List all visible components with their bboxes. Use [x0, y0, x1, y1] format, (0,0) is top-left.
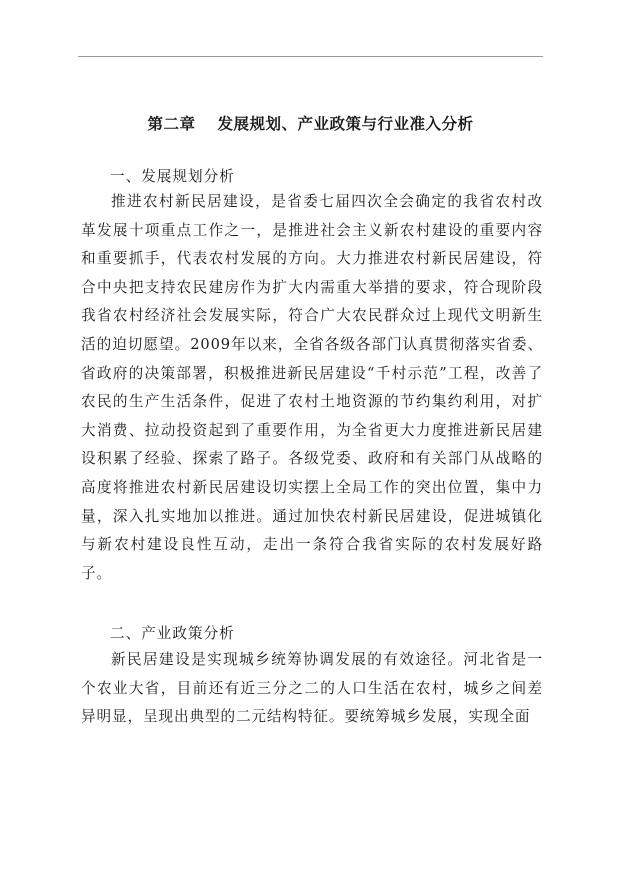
- section-heading-development-plan: 一、发展规划分析: [110, 168, 235, 185]
- paragraph: 推进农村新民居建设，是省委七届四次全会确定的我省农村改革发展十项重点工作之一，是推进社会主义新农村建设的重要内容和重要抓手，代表农村发展的方向。大力推进农村新民居建设，符合中央把支持农民建房作为扩大内需重大举措的要求，符合现阶段我省农村经济社会发展实际，符合广大农民群众过上现代文明新生活的迫切愿望。2009年以来，全省各级各部门认真贯彻落实省委、省政府的决策部署，积极推进新民居建设“千村示范”工程，改善了农民的生产生活条件，促进了农村土地资源的节约集约利用，对扩大消费、拉动投资起到了重要作用，为全省更大力度推进新民居建设积累了经验、探索了路子。各级党委、政府和有关部门从战略的高度将推进农村新民居建设切实摆上全局工作的突出位置，集中力量，深入扎实地加以推进。通过加快农村新民居建设，促进城镇化与新农村建设良性互动，走出一条符合我省实际的农村发展好路子。: [81, 193, 543, 582]
- chapter-number: 第二章: [147, 115, 196, 133]
- section-body-development-plan: [81, 188, 543, 588]
- section-body-industry-policy: [81, 646, 543, 732]
- chapter-title-text: 发展规划、产业政策与行业准入分析: [217, 115, 474, 133]
- section-heading-industry-policy: 二、产业政策分析: [110, 625, 235, 642]
- chapter-title: [78, 112, 543, 134]
- paragraph: 新民居建设是实现城乡统筹协调发展的有效途径。河北省是一个农业大省，目前还有近三分之二的人口生活在农村，城乡之间差异明显，呈现出典型的二元结构特征。要统筹城乡发展，实现全面: [81, 651, 543, 726]
- header-rule: [78, 56, 543, 57]
